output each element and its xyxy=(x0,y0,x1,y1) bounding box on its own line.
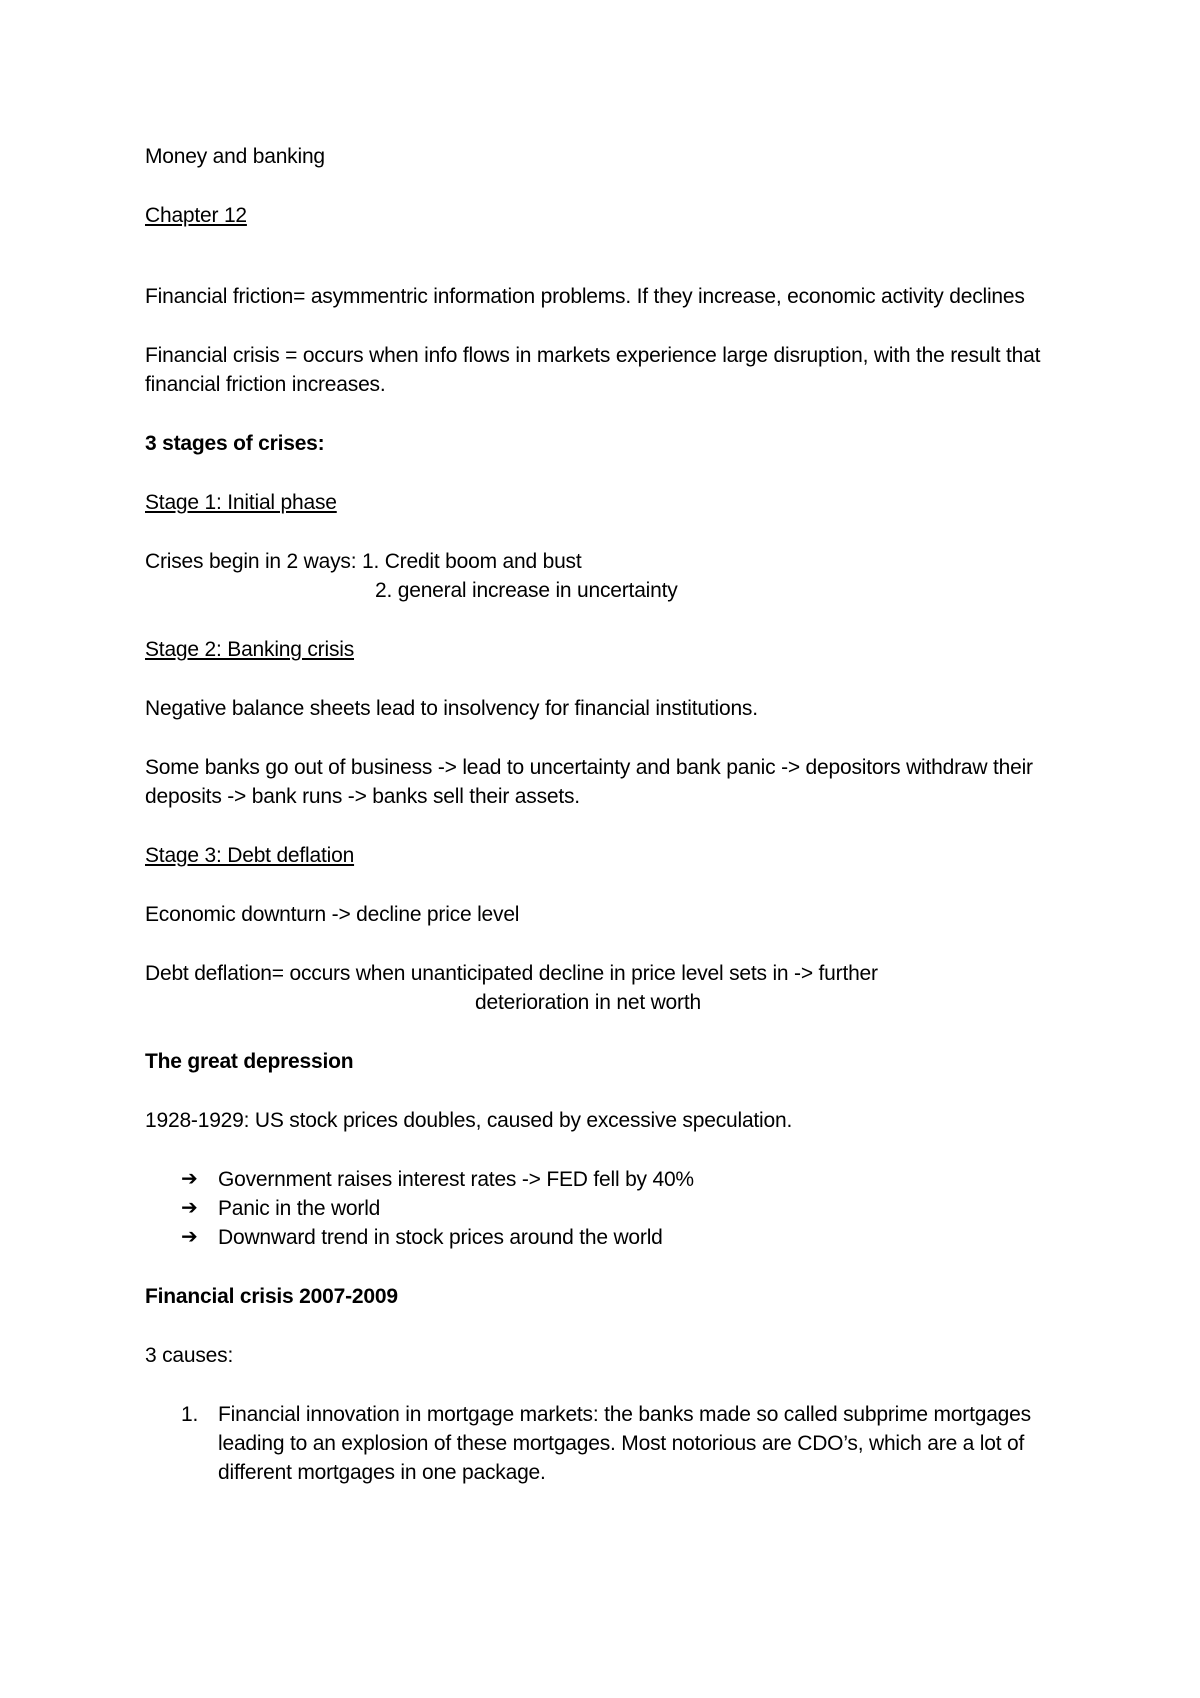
list-item xyxy=(145,1223,1075,1252)
arrow-icon: ➔ xyxy=(181,1226,198,1248)
stage2-heading: Stage 2: Banking crisis xyxy=(145,638,355,661)
stage2-paragraph-2: Some banks go out of business -> lead to uncertainty and bank panic -> depositors withdraw their deposits -> bank runs -> banks sell their assets. xyxy=(145,756,1033,808)
list-item xyxy=(145,1165,1075,1194)
stage1-heading: Stage 1: Initial phase xyxy=(145,491,337,514)
stage1-line1: Crises begin in 2 ways: 1. Credit boom and bust xyxy=(145,550,582,573)
debt-deflation-line2: deterioration in net worth xyxy=(475,991,701,1014)
stage1-ways xyxy=(145,547,1075,605)
causes-label: 3 causes: xyxy=(145,1344,234,1367)
spacer xyxy=(145,260,1075,282)
chapter-heading: Chapter 12 xyxy=(145,204,247,227)
bullet-text: Panic in the world xyxy=(218,1197,381,1220)
crisis-definition: Financial crisis = occurs when info flows in markets experience large disruption, with the result that financial friction increases. xyxy=(145,344,1041,396)
stage3-heading: Stage 3: Debt deflation xyxy=(145,844,355,867)
list-item xyxy=(145,1194,1075,1223)
document-title: Money and banking xyxy=(145,145,325,168)
stage2-paragraph-1: Negative balance sheets lead to insolvency for financial institutions. xyxy=(145,697,758,720)
stage3-paragraph-1: Economic downturn -> decline price level xyxy=(145,903,520,926)
arrow-icon: ➔ xyxy=(181,1197,198,1219)
arrow-icon: ➔ xyxy=(181,1168,198,1190)
bullet-text: Government raises interest rates -> FED fell by 40% xyxy=(218,1168,694,1191)
great-depression-paragraph: 1928-1929: US stock prices doubles, caused by excessive speculation. xyxy=(145,1109,793,1132)
friction-definition: Financial friction= asymmentric information problems. If they increase, economic activity declines xyxy=(145,285,1025,308)
list-item xyxy=(145,1400,1075,1487)
stage3-paragraph-2 xyxy=(145,959,1075,1017)
financial-crisis-heading: Financial crisis 2007-2009 xyxy=(145,1285,398,1308)
debt-deflation-line1: Debt deflation= occurs when unanticipated decline in price level sets in -> further xyxy=(145,962,878,985)
bullet-text: Downward trend in stock prices around the world xyxy=(218,1226,663,1249)
stages-heading: 3 stages of crises: xyxy=(145,432,325,455)
document-body xyxy=(145,142,1075,1517)
great-depression-bullets xyxy=(145,1165,1075,1252)
causes-list xyxy=(145,1400,1075,1487)
list-number: 1. xyxy=(181,1403,199,1426)
great-depression-heading: The great depression xyxy=(145,1050,354,1073)
cause-text: Financial innovation in mortgage markets: the banks made so called subprime mortgages leading to an explosion of these mortgages. Most notorious are CDO’s, which are a lot of different mortgages in one package. xyxy=(218,1403,1031,1484)
stage1-line2: 2. general increase in uncertainty xyxy=(375,579,678,602)
